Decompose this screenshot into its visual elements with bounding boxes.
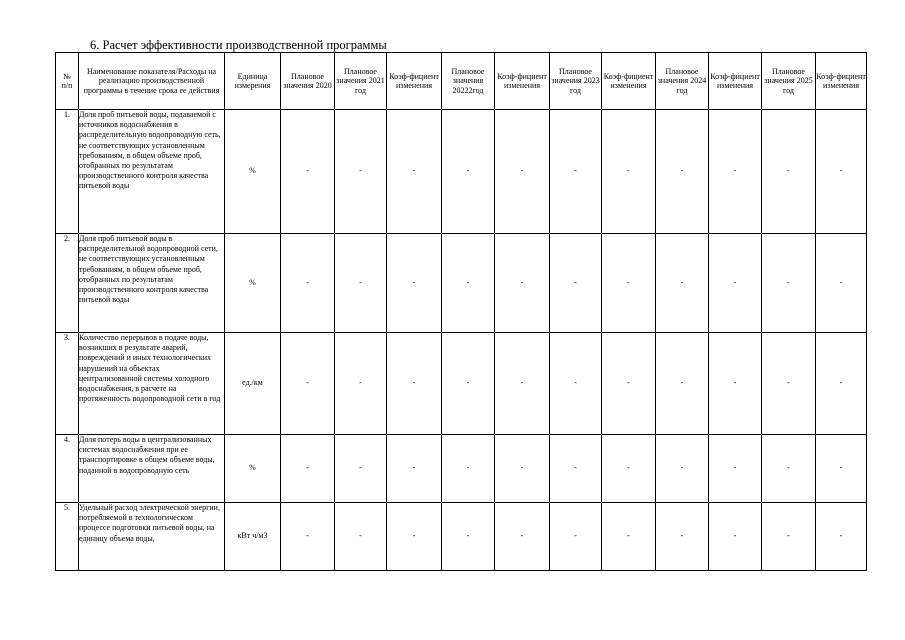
row-number: 3. xyxy=(56,333,79,435)
row-unit: % xyxy=(225,435,281,503)
cell-value: - xyxy=(495,110,550,234)
row-unit: % xyxy=(225,234,281,333)
cell-value: - xyxy=(762,435,816,503)
row-number: 5. xyxy=(56,503,79,571)
cell-value: - xyxy=(816,333,867,435)
cell-value: - xyxy=(816,234,867,333)
cell-value: - xyxy=(602,110,656,234)
row-indicator-name: Доля потерь воды в централизованных системах водоснабжения при ее транспортировке в общем объеме воды, поданной в водопроводную сеть xyxy=(79,435,225,503)
cell-value: - xyxy=(709,503,762,571)
cell-value: - xyxy=(656,503,709,571)
row-number: 1. xyxy=(56,110,79,234)
cell-value: - xyxy=(281,234,335,333)
table-row xyxy=(56,333,867,435)
col-header-plan-2025: Плановое значения 2025 год xyxy=(762,53,816,110)
row-indicator-name: Доля проб питьевой воды, подаваемой с источников водоснабжения в распределительную водопроводную сеть, не соответствующих установленным требованиям, в общем объеме проб, отобранных по результатам производственного контроля качества питьевой воды xyxy=(79,110,225,234)
cell-value: - xyxy=(495,435,550,503)
cell-value: - xyxy=(656,110,709,234)
cell-value: - xyxy=(335,503,387,571)
col-header-num: № п/п xyxy=(56,53,79,110)
cell-value: - xyxy=(335,435,387,503)
col-header-unit: Единица измерения xyxy=(225,53,281,110)
row-indicator-name: Количество перерывов в подаче воды, возникших в результате аварий, повреждений и иных технологических нарушений на объектах централизованной системы холодного водоснабжения, в расчете на протяженность водопроводной сети в год xyxy=(79,333,225,435)
table-row xyxy=(56,503,867,571)
row-unit: кВт ч/м3 xyxy=(225,503,281,571)
table-row xyxy=(56,110,867,234)
cell-value: - xyxy=(281,503,335,571)
cell-value: - xyxy=(387,333,442,435)
table-row xyxy=(56,435,867,503)
cell-value: - xyxy=(281,333,335,435)
cell-value: - xyxy=(816,435,867,503)
cell-value: - xyxy=(335,333,387,435)
cell-value: - xyxy=(656,333,709,435)
cell-value: - xyxy=(602,333,656,435)
cell-value: - xyxy=(335,110,387,234)
cell-value: - xyxy=(656,435,709,503)
cell-value: - xyxy=(709,110,762,234)
cell-value: - xyxy=(762,333,816,435)
cell-value: - xyxy=(709,234,762,333)
cell-value: - xyxy=(387,503,442,571)
cell-value: - xyxy=(602,234,656,333)
cell-value: - xyxy=(442,435,495,503)
col-header-plan-2021: Плановое значения 2021 год xyxy=(335,53,387,110)
table-header-row xyxy=(56,53,867,110)
cell-value: - xyxy=(495,234,550,333)
row-unit: ед./км xyxy=(225,333,281,435)
cell-value: - xyxy=(442,333,495,435)
cell-value: - xyxy=(550,110,602,234)
cell-value: - xyxy=(495,333,550,435)
col-header-name: Наименование показателя/Расходы на реализацию производственной программы в течение срока ее действия xyxy=(79,53,225,110)
col-header-plan-2020: Плановое значения 2020 xyxy=(281,53,335,110)
cell-value: - xyxy=(442,234,495,333)
col-header-plan-2023: Плановое значения 2023 год xyxy=(550,53,602,110)
cell-value: - xyxy=(387,435,442,503)
row-unit: % xyxy=(225,110,281,234)
cell-value: - xyxy=(550,234,602,333)
row-indicator-name: Удельный расход электрической энергии, потребляемой в технологическом процессе подготовки питьевой воды, на единицу объема воды, xyxy=(79,503,225,571)
cell-value: - xyxy=(335,234,387,333)
cell-value: - xyxy=(816,110,867,234)
efficiency-table xyxy=(55,52,867,571)
cell-value: - xyxy=(762,503,816,571)
cell-value: - xyxy=(550,435,602,503)
row-indicator-name: Доля проб питьевой воды в распределительной водопроводной сети, не соответствующих установленным требованиям, в общем объеме проб, отобранных по результатам производственного контроля качества питьевой воды xyxy=(79,234,225,333)
cell-value: - xyxy=(602,435,656,503)
table-row xyxy=(56,234,867,333)
cell-value: - xyxy=(387,110,442,234)
cell-value: - xyxy=(762,110,816,234)
col-header-plan-2022: Плановое значения 20222год xyxy=(442,53,495,110)
cell-value: - xyxy=(495,503,550,571)
cell-value: - xyxy=(387,234,442,333)
cell-value: - xyxy=(442,503,495,571)
section-title: 6. Расчет эффективности производственной программы xyxy=(90,38,387,52)
cell-value: - xyxy=(762,234,816,333)
cell-value: - xyxy=(281,435,335,503)
cell-value: - xyxy=(442,110,495,234)
cell-value: - xyxy=(709,333,762,435)
col-header-plan-2024: Плановое значения 2024 год xyxy=(656,53,709,110)
cell-value: - xyxy=(550,503,602,571)
cell-value: - xyxy=(550,333,602,435)
cell-value: - xyxy=(656,234,709,333)
col-header-coef-2022: Коэф-фициент изменения xyxy=(495,53,550,110)
col-header-coef-2024: Коэф-фициент изменения xyxy=(709,53,762,110)
col-header-coef-2025: Коэф-фициент изменения xyxy=(816,53,867,110)
col-header-coef-2021: Коэф-фициент изменения xyxy=(387,53,442,110)
cell-value: - xyxy=(602,503,656,571)
cell-value: - xyxy=(281,110,335,234)
row-number: 4. xyxy=(56,435,79,503)
row-number: 2. xyxy=(56,234,79,333)
cell-value: - xyxy=(816,503,867,571)
cell-value: - xyxy=(709,435,762,503)
col-header-coef-2023: Коэф-фициент изменения xyxy=(602,53,656,110)
